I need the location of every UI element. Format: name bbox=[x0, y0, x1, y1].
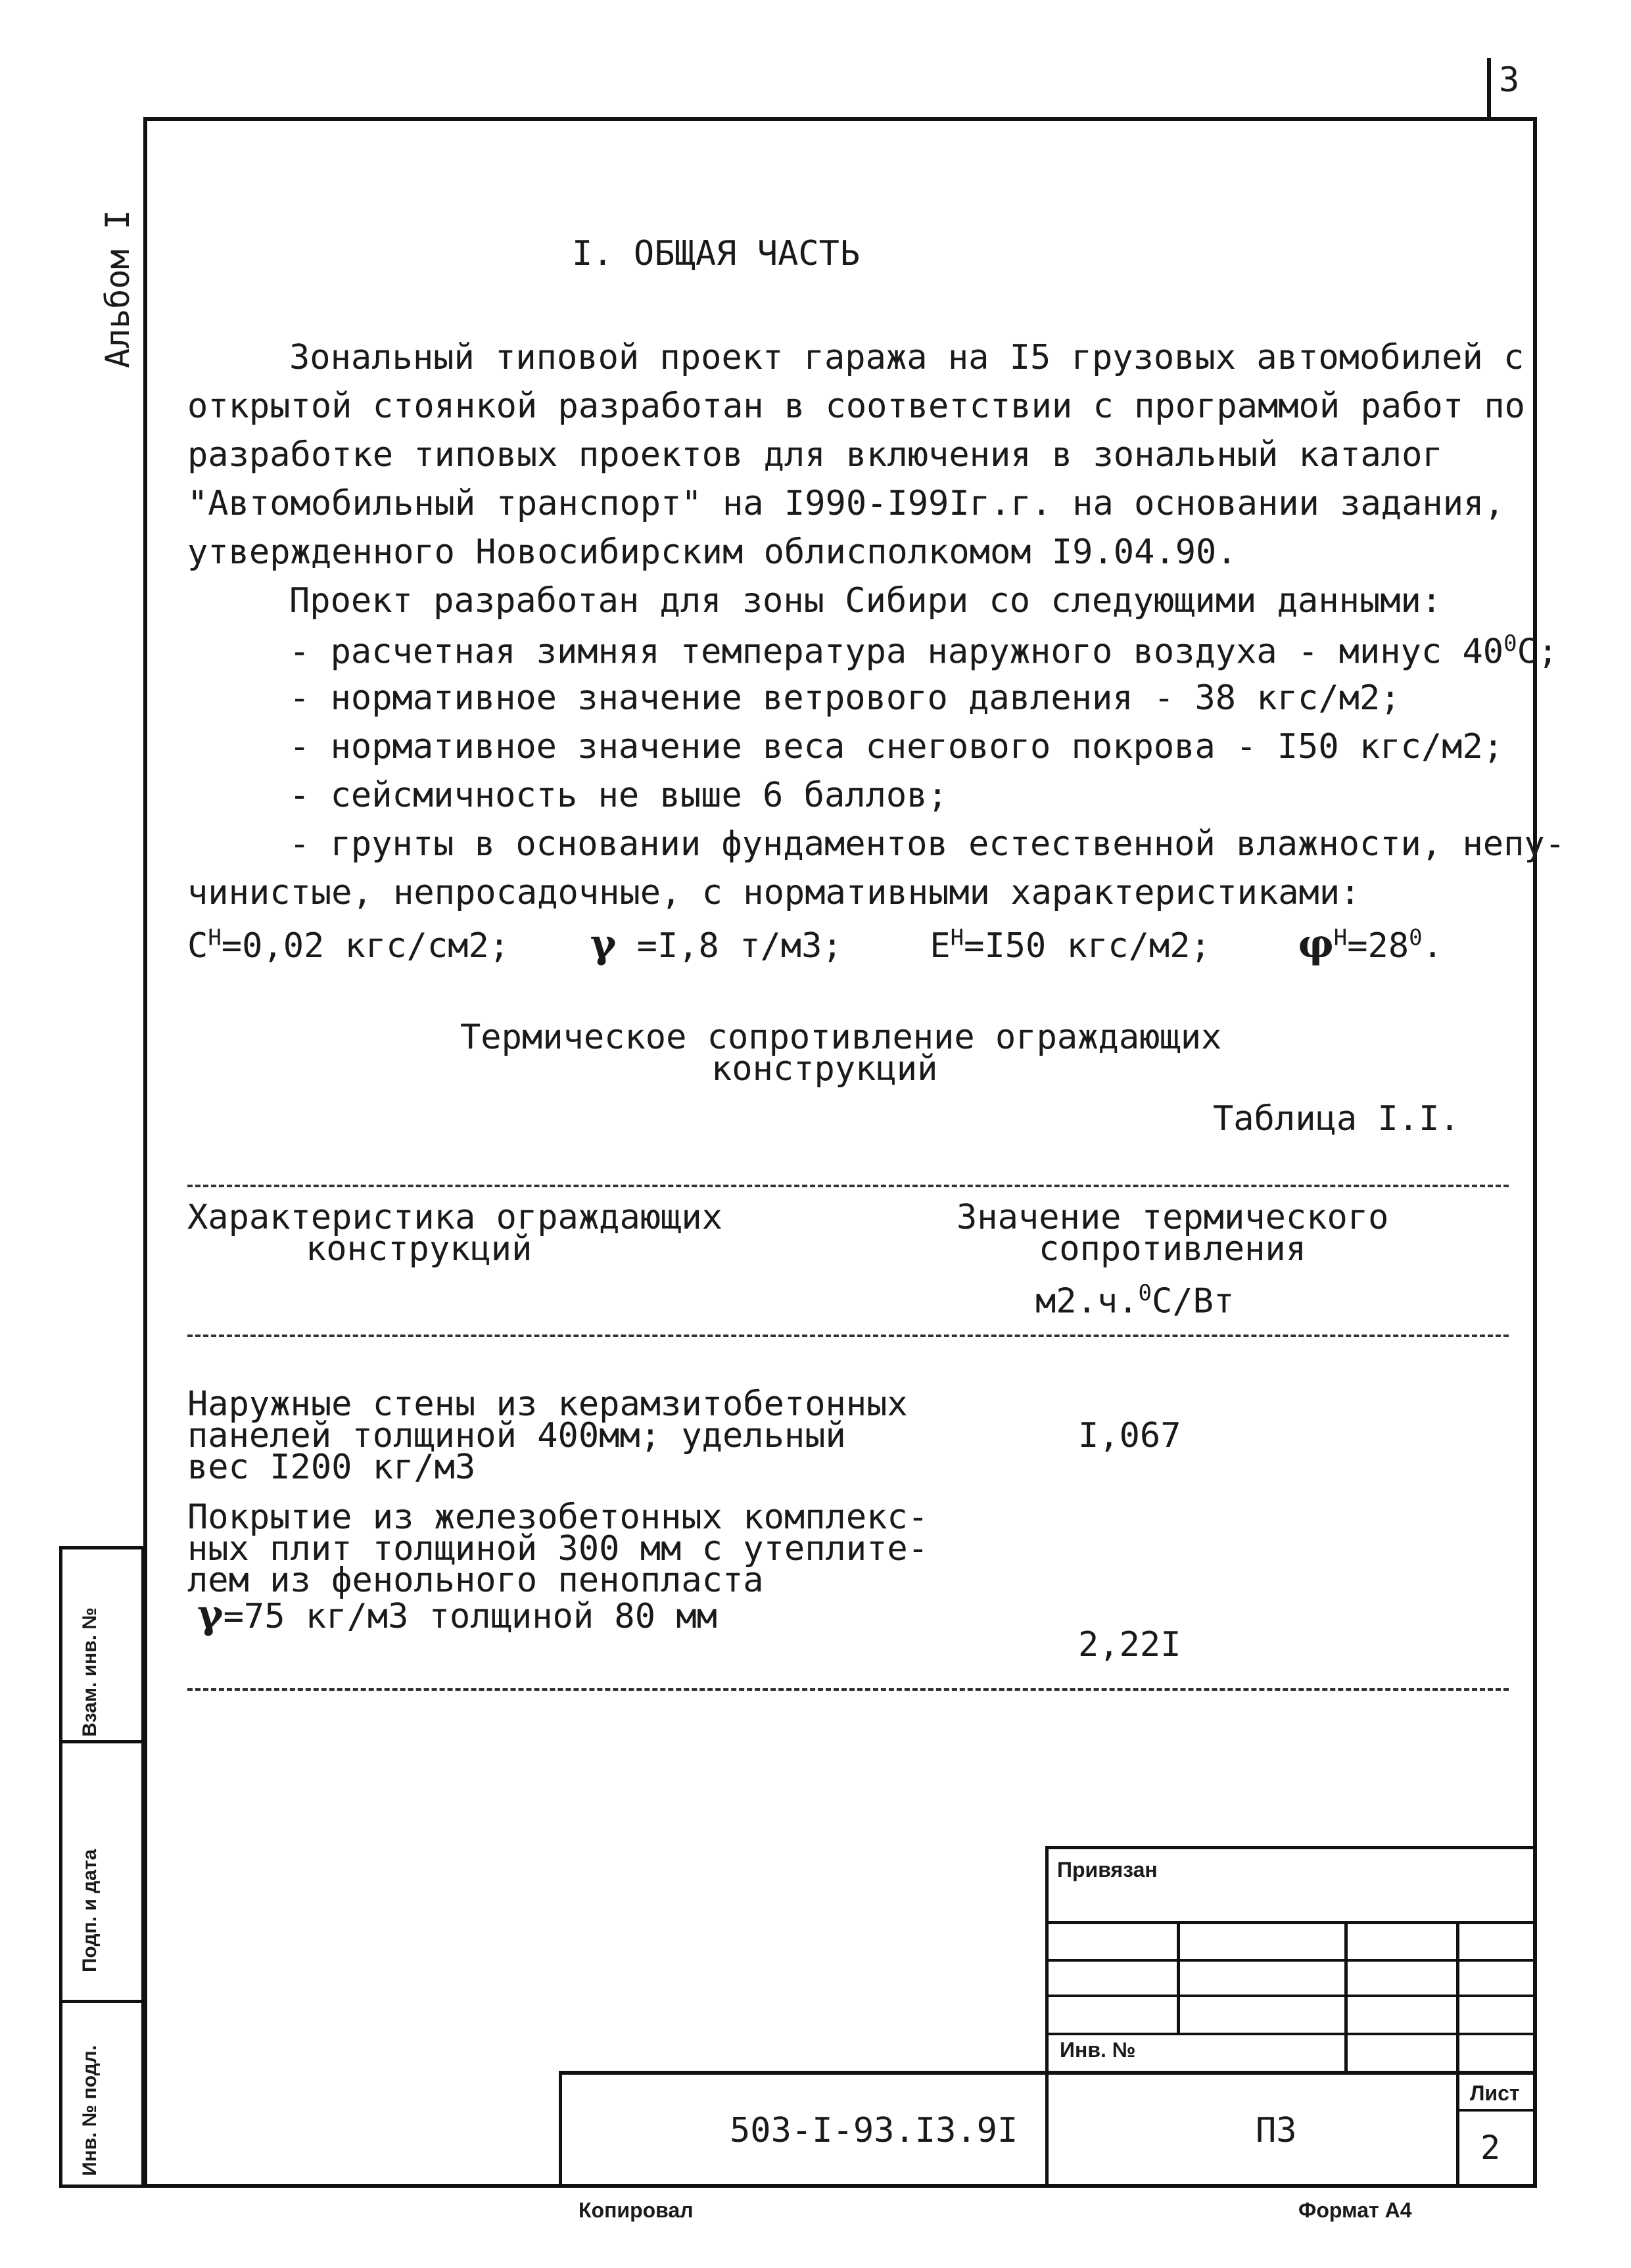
gamma-symbol: γ bbox=[197, 1592, 224, 1638]
table-row-1-value: I,067 bbox=[1078, 1416, 1181, 1455]
sheet-label: Лист bbox=[1470, 2081, 1520, 2105]
side-label-vzam: Взам. инв. № bbox=[79, 1607, 101, 1737]
side-box-inv-podl bbox=[59, 2000, 145, 2188]
table-header-col1-line2: конструкций bbox=[306, 1229, 532, 1269]
cohesion: $С^Н=0,02$ кгс/см2; bbox=[187, 924, 510, 966]
table-header-rule bbox=[187, 1335, 1509, 1337]
soil-parameters bbox=[187, 921, 1443, 967]
condition-seismic: - сейсмичность не выше 6 баллов; bbox=[289, 776, 948, 815]
table-row-2-line-4: γ=75 кг/м3 толщиной 80 мм bbox=[197, 1592, 717, 1638]
stamp-rule bbox=[1045, 1959, 1537, 1962]
table-row-2-line-2: ных плит толщиной 300 мм с утеплите- bbox=[187, 1529, 929, 1569]
unit-weight: γ =I,8 т/м3; bbox=[590, 921, 843, 967]
table-row-2-line-1: Покрытие из железобетонных комплекс- bbox=[187, 1498, 929, 1537]
table-header-col2-line2: сопротивления bbox=[1039, 1229, 1306, 1269]
table-bottom-rule bbox=[187, 1688, 1509, 1691]
sheet-number: 2 bbox=[1480, 2129, 1501, 2167]
page-number: 3 bbox=[1499, 60, 1520, 100]
intro-line-1: Зональный типовой проект гаража на I5 грузовых автомобилей с bbox=[289, 338, 1525, 377]
table-row-1-line-1: Наружные стены из керамзитобетонных bbox=[187, 1384, 908, 1424]
side-label-inv-podl: Инв. № подл. bbox=[79, 2044, 101, 2176]
stamp-col-divider bbox=[1344, 1921, 1348, 2071]
gamma-symbol: γ bbox=[590, 921, 617, 967]
table-header-col2-line1: Значение термического bbox=[957, 1198, 1389, 1237]
table-caption-line-1: Термическое сопротивление ограждающих bbox=[460, 1018, 1222, 1057]
document-code: 503-I-93.I3.9I bbox=[730, 2111, 1018, 2150]
intro-line-4: "Автомобильный транспорт" на I990-I99Iг.г. на основании задания, bbox=[187, 484, 1505, 523]
condition-soil-line-2: чинистые, непросадочные, с нормативными характеристиками: bbox=[187, 873, 1361, 912]
stamp-rule bbox=[1045, 2033, 1537, 2035]
section-heading: I. ОБЩАЯ ЧАСТЬ bbox=[572, 234, 861, 273]
table-caption-line-2: конструкций bbox=[711, 1049, 938, 1089]
side-box-vzam bbox=[59, 1546, 145, 1743]
conditions-intro: Проект разработан для зоны Сибири со следующими данными: bbox=[289, 581, 1442, 621]
condition-wind: - нормативное значение ветрового давления - 38 кгс/м2; bbox=[289, 678, 1401, 718]
condition-snow: - нормативное значение веса снегового покрова - I50 кгс/м2; bbox=[289, 727, 1504, 767]
table-header-unit: м2.ч.$^0$С/Вт bbox=[1035, 1280, 1235, 1321]
table-number: Таблица I.I. bbox=[1213, 1099, 1460, 1139]
stamp-attached-label: Привязан bbox=[1057, 1858, 1158, 1881]
intro-line-2: открытой стоянкой разработан в соответствии с программой работ по bbox=[187, 387, 1525, 426]
stamp-rule bbox=[1456, 2109, 1537, 2112]
stamp-rule bbox=[1045, 1921, 1537, 1924]
condition-temperature: - расчетная зимняя температура наружного воздуха - минус $40^0С$; bbox=[289, 630, 1559, 672]
table-row-1-line-3: вес I200 кг/м3 bbox=[187, 1448, 476, 1487]
stamp-inv-label: Инв. № bbox=[1060, 2038, 1136, 2062]
album-label: Альбом I bbox=[99, 210, 137, 368]
side-box-podp bbox=[59, 1740, 145, 2003]
intro-line-3: разработке типовых проектов для включения в зональный каталог bbox=[187, 435, 1443, 475]
footer-format: Формат А4 bbox=[1298, 2198, 1412, 2222]
table-header-col1-line1: Характеристика ограждающих bbox=[187, 1198, 722, 1237]
table-row-1-line-2: панелей толщиной 400мм; удельный bbox=[187, 1416, 846, 1455]
table-row-2-line-3: лем из фенольного пенопласта bbox=[187, 1561, 764, 1600]
stamp-col-divider bbox=[1177, 1921, 1180, 2034]
friction-angle: $\varphi^Н=28^0$. bbox=[1298, 921, 1443, 967]
page-number-divider bbox=[1487, 58, 1491, 118]
condition-soil-line-1: - грунты в основании фундаментов естественной влажности, непу- bbox=[289, 824, 1566, 864]
intro-line-5: утвержденного Новосибирским облисполкомом I9.04.90. bbox=[187, 532, 1237, 572]
stamp-main-block bbox=[559, 2071, 1537, 2188]
footer-copied: Копировал bbox=[579, 2198, 694, 2222]
stamp-rule bbox=[1045, 1995, 1537, 1997]
document-section: ПЗ bbox=[1256, 2111, 1297, 2150]
table-row-2-value: 2,22I bbox=[1078, 1625, 1181, 1665]
side-label-podp: Подп. и дата bbox=[79, 1849, 101, 1972]
table-top-rule bbox=[187, 1185, 1509, 1187]
deformation-modulus: $Е^Н=I50$ кгс/м2; bbox=[930, 924, 1211, 966]
